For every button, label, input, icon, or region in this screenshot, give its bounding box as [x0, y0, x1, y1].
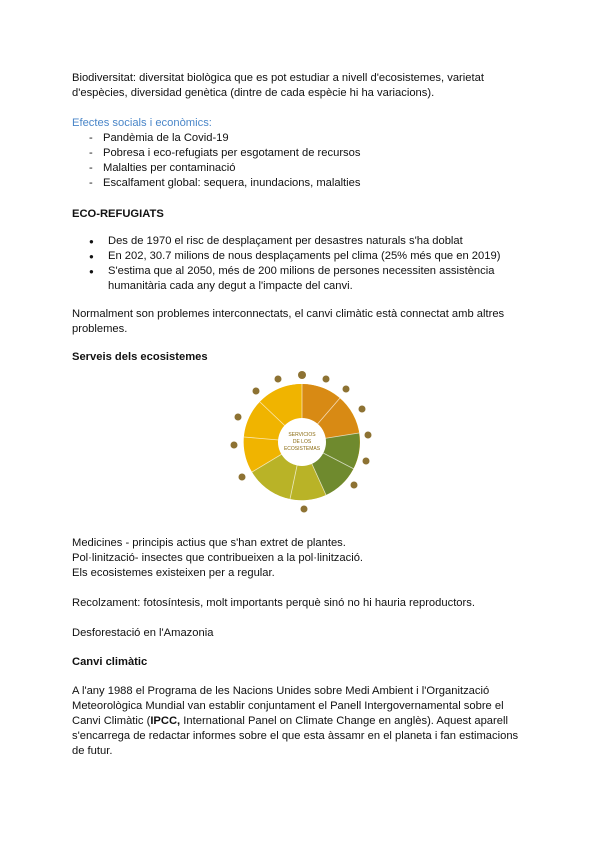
- normalment-paragraph: [72, 307, 532, 337]
- ipcc-bold: IPCC,: [150, 715, 181, 727]
- serveis-heading-block: [72, 350, 532, 365]
- ecorefugiats-section: [72, 207, 532, 294]
- leaf-icon: [343, 386, 350, 393]
- canvi-heading-block: [72, 655, 532, 670]
- serveis-line-regular: Els ecosistemes existeixen per a regular.: [72, 567, 275, 579]
- list-item: ● Des de 1970 el risc de desplaçament per desastres naturals s'ha doblat: [72, 234, 532, 249]
- wheel-center-text-3: ECOSISTEMAS: [283, 446, 321, 452]
- canvi-text-before: A l'any 1988 el Programa de les Nacions Unides sobre Medi Ambient i l'Organització Meteorològica Mundial van establir conjuntament el Panell Intergovernamental sobre el Canvi Climàtic (: [72, 685, 504, 727]
- fish-icon: [323, 376, 330, 383]
- serveis-line-medicines: Medicines - principis actius que s'han extret de plantes.: [72, 537, 346, 549]
- person-icon: [231, 442, 238, 449]
- grain-icon: [275, 376, 282, 383]
- list-item: - Malalties per contaminació: [72, 161, 532, 176]
- intro-paragraph: [72, 71, 532, 101]
- house-icon: [235, 414, 242, 421]
- serveis-lines: [72, 536, 532, 581]
- canvi-text: [72, 684, 532, 759]
- wheel-center-text-2: DE LOS: [292, 439, 312, 445]
- effects-heading[interactable]: Efectes socials i econòmics:: [72, 117, 212, 129]
- intro-text: Biodiversitat: diversitat biològica que es pot estudiar a nivell d'ecosistemes, varietat d'espècies, diversidad genètica (dintre de cada espècie hi ha variacions).: [72, 72, 484, 99]
- list-item: - Pobresa i eco-refugiats per esgotament de recursos: [72, 146, 532, 161]
- effects-list: [72, 131, 532, 191]
- cup-icon: [253, 388, 260, 395]
- sun-icon: [298, 371, 306, 379]
- recolzament-paragraph: [72, 596, 532, 611]
- canvi-text-after: International Panel on Climate Change en anglès). Aquest aparell s'encarrega de redactar informes sobre el que esta àssamr en el planeta i fan estimacions de futur.: [72, 715, 519, 757]
- ecorefugiats-list: [72, 234, 532, 294]
- flower-icon: [301, 506, 308, 513]
- bee-icon: [351, 482, 358, 489]
- canvi-paragraph: [72, 684, 532, 759]
- list-item: ● En 202, 30.7 milions de nous desplaçaments pel clima (25% més que en 2019): [72, 249, 532, 264]
- tree-icon: [359, 406, 366, 413]
- ecorefugiats-title: ECO-REFUGIATS: [72, 208, 164, 220]
- list-item: - Pandèmia de la Covid-19: [72, 131, 532, 146]
- list-item: - Escalfament global: sequera, inundacions, malalties: [72, 176, 532, 191]
- wheel-center-text-1: SERVICIOS: [288, 432, 316, 438]
- mountain-icon: [363, 458, 370, 465]
- ecosystem-services-wheel-figure: [222, 367, 378, 517]
- serveis-line-pollinitzacio: Pol·linització- insectes que contribueixen a la pol·linització.: [72, 552, 364, 564]
- book-icon: [239, 474, 246, 481]
- water-icon: [365, 432, 372, 439]
- canvi-title: Canvi climàtic: [72, 656, 148, 668]
- recolzament-text: Recolzament: fotosíntesis, molt importants perquè sinó no hi hauria reproductors.: [72, 597, 475, 609]
- desforestacio-paragraph: [72, 626, 532, 641]
- serveis-title: Serveis dels ecosistemes: [72, 351, 208, 363]
- list-item: ● S'estima que al 2050, més de 200 milions de persones necessiten assistència humanitària cada any degut a l'impacte del canvi.: [72, 264, 532, 294]
- desforestacio-text: Desforestació en l'Amazonia: [72, 627, 214, 639]
- normalment-text: Normalment son problemes interconnectats, el canvi climàtic està connectat amb altres problemes.: [72, 308, 505, 335]
- effects-section: [72, 116, 532, 191]
